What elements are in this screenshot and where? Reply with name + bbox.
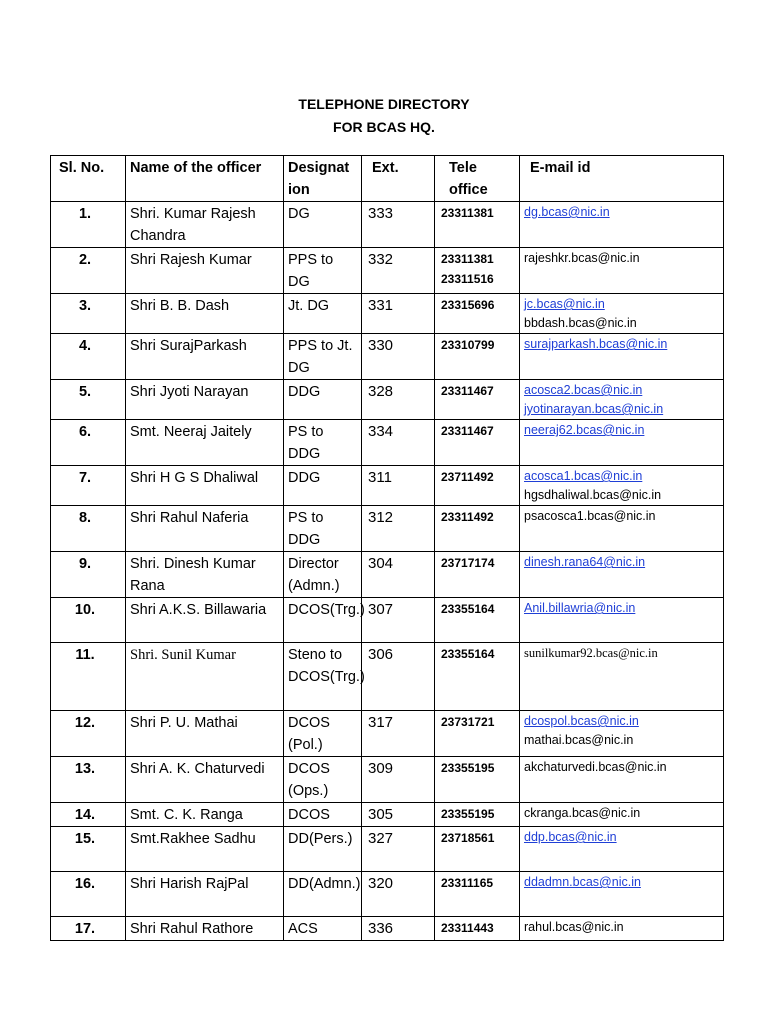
sl-no-cell: 10.: [51, 598, 126, 643]
designation-cell: ACS: [284, 917, 362, 941]
designation-cell: DCOS: [284, 803, 362, 827]
tele-number: 23311381: [441, 252, 494, 266]
email-cell: [520, 827, 724, 872]
tele-number: 23355195: [441, 807, 495, 821]
table-row: [51, 598, 724, 643]
tele-number: 23355164: [441, 647, 495, 661]
email-link[interactable]: neeraj62.bcas@nic.in: [524, 423, 645, 437]
email-text: ckranga.bcas@nic.in: [524, 806, 641, 820]
officer-name-cell: Shri Rahul Naferia: [126, 506, 284, 552]
tele-number: 23310799: [441, 338, 495, 352]
tele-office-cell: [435, 827, 520, 872]
designation-cell: PS to DDG: [284, 420, 362, 466]
tele-number: 23311443: [441, 921, 494, 935]
officer-name-cell: Shri A.K.S. Billawaria: [126, 598, 284, 643]
header-row: [51, 156, 724, 202]
sl-no-cell: 6.: [51, 420, 126, 466]
officer-name-cell: Shri. Sunil Kumar: [126, 643, 284, 711]
email-cell: [520, 466, 724, 506]
tele-office-cell: [435, 643, 520, 711]
table-row: [51, 917, 724, 941]
table-row: [51, 757, 724, 803]
officer-name-cell: Shri A. K. Chaturvedi: [126, 757, 284, 803]
tele-office-cell: [435, 420, 520, 466]
email-cell: [520, 380, 724, 420]
email-link[interactable]: ddp.bcas@nic.in: [524, 830, 617, 844]
designation-cell: DD(Pers.): [284, 827, 362, 872]
ext-cell: 312: [362, 506, 435, 552]
officer-name-cell: Shri Rajesh Kumar: [126, 248, 284, 294]
tele-number: 23311165: [441, 876, 494, 890]
email-cell: [520, 643, 724, 711]
ext-cell: 330: [362, 334, 435, 380]
directory-table: [50, 155, 724, 941]
officer-name-cell: Shri Jyoti Narayan: [126, 380, 284, 420]
designation-cell: PPS to DG: [284, 248, 362, 294]
header-tele: Tele office: [435, 156, 520, 202]
ext-cell: 311: [362, 466, 435, 506]
email-link[interactable]: surajparkash.bcas@nic.in: [524, 337, 668, 351]
table-row: [51, 380, 724, 420]
tele-office-cell: [435, 552, 520, 598]
tele-number: 23355195: [441, 761, 495, 775]
table-row: [51, 872, 724, 917]
designation-cell: DDG: [284, 466, 362, 506]
sl-no-cell: 16.: [51, 872, 126, 917]
officer-name-cell: Shri B. B. Dash: [126, 294, 284, 334]
designation-cell: DDG: [284, 380, 362, 420]
email-link[interactable]: ddadmn.bcas@nic.in: [524, 875, 641, 889]
sl-no-cell: 2.: [51, 248, 126, 294]
tele-number: 23718561: [441, 831, 495, 845]
page-title: TELEPHONE DIRECTORY: [298, 96, 470, 112]
email-cell: [520, 334, 724, 380]
ext-cell: 327: [362, 827, 435, 872]
sl-no-cell: 5.: [51, 380, 126, 420]
email-cell: [520, 506, 724, 552]
table-row: [51, 643, 724, 711]
tele-number: 23311492: [441, 510, 494, 524]
table-row: [51, 202, 724, 248]
sl-no-cell: 15.: [51, 827, 126, 872]
email-text: sunilkumar92.bcas@nic.in: [524, 646, 658, 660]
page-subtitle: FOR BCAS HQ.: [333, 119, 435, 135]
designation-cell: Jt. DG: [284, 294, 362, 334]
tele-office-cell: [435, 803, 520, 827]
designation-cell: DCOS(Trg.): [284, 598, 362, 643]
email-cell: [520, 598, 724, 643]
email-cell: [520, 917, 724, 941]
email-text: rahul.bcas@nic.in: [524, 920, 624, 934]
tele-office-cell: [435, 872, 520, 917]
tele-office-cell: [435, 598, 520, 643]
tele-number: 23315696: [441, 298, 495, 312]
ext-cell: 328: [362, 380, 435, 420]
email-cell: [520, 420, 724, 466]
email-link[interactable]: jc.bcas@nic.in: [524, 297, 605, 311]
email-link[interactable]: dg.bcas@nic.in: [524, 205, 610, 219]
email-link[interactable]: acosca1.bcas@nic.in: [524, 469, 643, 483]
email-text: hgsdhaliwal.bcas@nic.in: [524, 488, 662, 502]
email-text: mathai.bcas@nic.in: [524, 733, 634, 747]
email-cell: [520, 202, 724, 248]
ext-cell: 336: [362, 917, 435, 941]
sl-no-cell: 9.: [51, 552, 126, 598]
header-designation: Designat ion: [284, 156, 362, 202]
sl-no-cell: 8.: [51, 506, 126, 552]
sl-no-cell: 3.: [51, 294, 126, 334]
email-text: bbdash.bcas@nic.in: [524, 316, 637, 330]
email-link[interactable]: dinesh.rana64@nic.in: [524, 555, 646, 569]
tele-number: 23311381: [441, 206, 494, 220]
designation-cell: PS to DDG: [284, 506, 362, 552]
tele-number: 23711492: [441, 470, 494, 484]
officer-name-cell: Smt. C. K. Ranga: [126, 803, 284, 827]
ext-cell: 307: [362, 598, 435, 643]
designation-cell: DCOS (Ops.): [284, 757, 362, 803]
designation-cell: Director (Admn.): [284, 552, 362, 598]
sl-no-cell: 17.: [51, 917, 126, 941]
officer-name-cell: Shri SurajParkash: [126, 334, 284, 380]
officer-name-cell: Smt. Neeraj Jaitely: [126, 420, 284, 466]
officer-name-cell: Shri Harish RajPal: [126, 872, 284, 917]
ext-cell: 317: [362, 711, 435, 757]
email-cell: [520, 248, 724, 294]
header-email: E-mail id: [520, 156, 724, 202]
email-link[interactable]: jyotinarayan.bcas@nic.in: [524, 402, 664, 416]
sl-no-cell: 7.: [51, 466, 126, 506]
email-cell: [520, 872, 724, 917]
designation-cell: PPS to Jt. DG: [284, 334, 362, 380]
designation-cell: DD(Admn.): [284, 872, 362, 917]
table-row: [51, 711, 724, 757]
ext-cell: 332: [362, 248, 435, 294]
tele-number: 23355164: [441, 602, 495, 616]
ext-cell: 333: [362, 202, 435, 248]
table-row: [51, 506, 724, 552]
tele-office-cell: [435, 380, 520, 420]
header-ext: Ext.: [362, 156, 435, 202]
sl-no-cell: 14.: [51, 803, 126, 827]
sl-no-cell: 4.: [51, 334, 126, 380]
officer-name-cell: Smt.Rakhee Sadhu: [126, 827, 284, 872]
email-cell: [520, 757, 724, 803]
header-name: Name of the officer: [126, 156, 284, 202]
ext-cell: 305: [362, 803, 435, 827]
table-row: [51, 334, 724, 380]
tele-office-cell: [435, 334, 520, 380]
ext-cell: 304: [362, 552, 435, 598]
designation-cell: Steno to DCOS(Trg.): [284, 643, 362, 711]
tele-office-cell: [435, 248, 520, 294]
ext-cell: 309: [362, 757, 435, 803]
email-text: akchaturvedi.bcas@nic.in: [524, 760, 667, 774]
officer-name-cell: Shri P. U. Mathai: [126, 711, 284, 757]
tele-office-cell: [435, 294, 520, 334]
table-row: [51, 420, 724, 466]
email-text: psacosca1.bcas@nic.in: [524, 509, 656, 523]
tele-number: 23311516: [441, 272, 494, 286]
table-row: [51, 466, 724, 506]
tele-office-cell: [435, 202, 520, 248]
email-link[interactable]: acosca2.bcas@nic.in: [524, 383, 643, 397]
tele-office-cell: [435, 757, 520, 803]
designation-cell: DCOS (Pol.): [284, 711, 362, 757]
sl-no-cell: 12.: [51, 711, 126, 757]
email-link[interactable]: dcospol.bcas@nic.in: [524, 714, 639, 728]
sl-no-cell: 11.: [51, 643, 126, 711]
email-text: rajeshkr.bcas@nic.in: [524, 251, 640, 265]
tele-office-cell: [435, 506, 520, 552]
table-row: [51, 827, 724, 872]
email-cell: [520, 552, 724, 598]
email-link[interactable]: Anil.billawria@nic.in: [524, 601, 636, 615]
ext-cell: 331: [362, 294, 435, 334]
tele-office-cell: [435, 711, 520, 757]
sl-no-cell: 13.: [51, 757, 126, 803]
tele-office-cell: [435, 917, 520, 941]
officer-name-cell: Shri H G S Dhaliwal: [126, 466, 284, 506]
ext-cell: 320: [362, 872, 435, 917]
officer-name-cell: Shri. Dinesh Kumar Rana: [126, 552, 284, 598]
tele-number: 23731721: [441, 715, 495, 729]
designation-cell: DG: [284, 202, 362, 248]
tele-office-cell: [435, 466, 520, 506]
sl-no-cell: 1.: [51, 202, 126, 248]
officer-name-cell: Shri Rahul Rathore: [126, 917, 284, 941]
ext-cell: 306: [362, 643, 435, 711]
email-cell: [520, 294, 724, 334]
header-sl: Sl. No.: [51, 156, 126, 202]
table-row: [51, 248, 724, 294]
tele-number: 23717174: [441, 556, 495, 570]
table-row: [51, 552, 724, 598]
ext-cell: 334: [362, 420, 435, 466]
email-cell: [520, 803, 724, 827]
table-row: [51, 294, 724, 334]
email-cell: [520, 711, 724, 757]
officer-name-cell: Shri. Kumar Rajesh Chandra: [126, 202, 284, 248]
tele-number: 23311467: [441, 424, 494, 438]
table-row: [51, 803, 724, 827]
tele-number: 23311467: [441, 384, 494, 398]
